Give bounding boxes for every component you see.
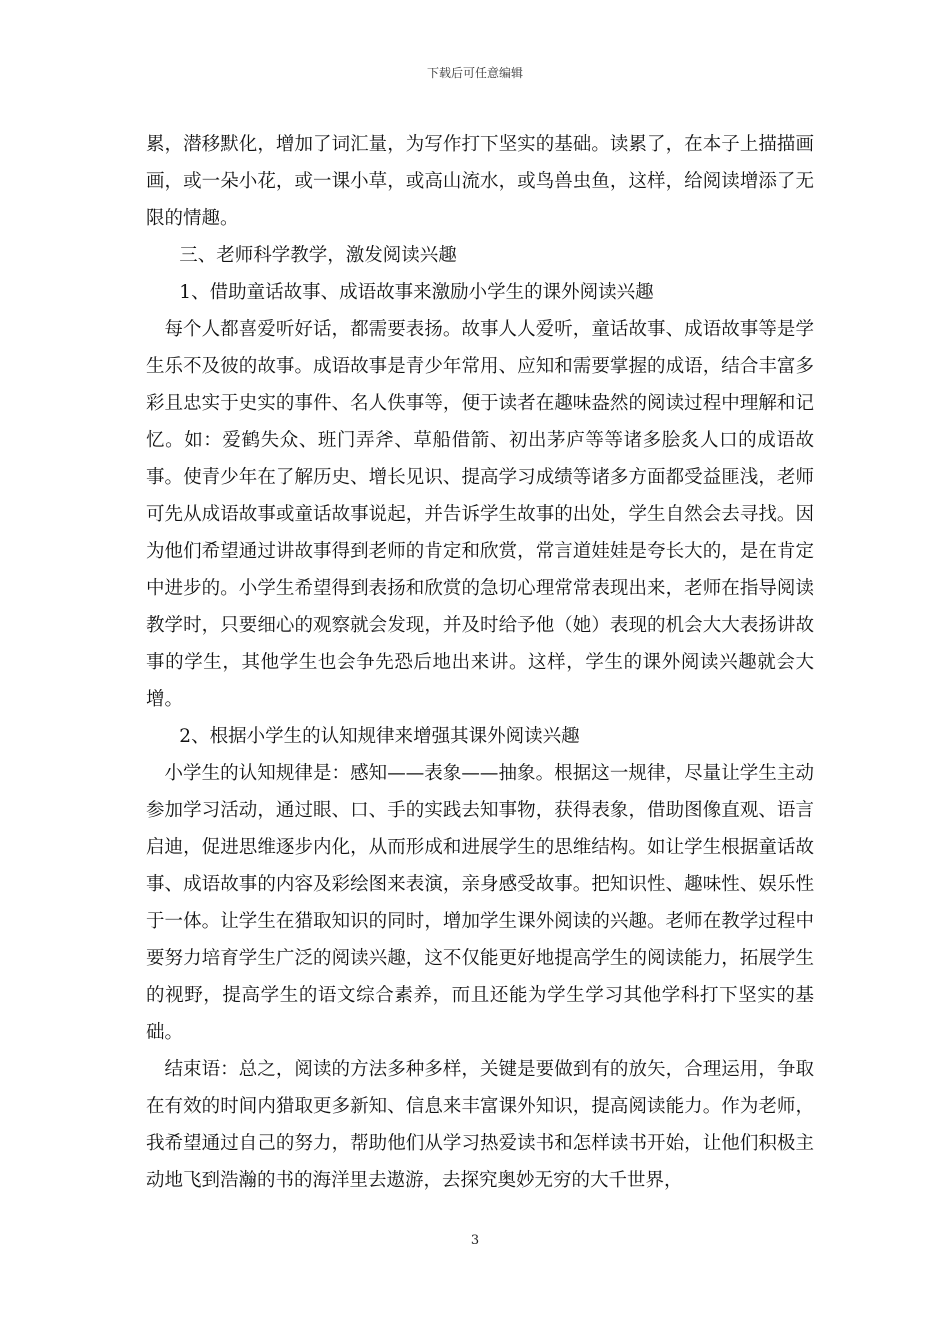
document-body [146, 126, 814, 1199]
paragraph-continued: 累，潜移默化，增加了词汇量，为写作打下坚实的基础。读累了，在本子上描描画画，或一朵小花，或一课小草，或高山流水，或鸟兽虫鱼，这样，给阅读增添了无限的情趣。 [146, 134, 814, 229]
paragraph-storytelling: 每个人都喜爱听好话，都需要表扬。故事人人爱听，童话故事、成语故事等是学生乐不及彼的故事。成语故事是青少年常用、应知和需要掌握的成语，结合丰富多彩且忠实于史实的事件、名人佚事等，便于读者在趣味盎然的阅读过程中理解和记忆。如：爱鹤失众、班门弄斧、草船借箭、初出茅庐等等诸多脍炙人口的成语故事。使青少年在了解历史、增长见识、提高学习成绩等诸多方面都受益匪浅，老师可先从成语故事或童话故事说起，并告诉学生故事的出处，学生自然会去寻找。因为他们希望通过讲故事得到老师的肯定和欣赏，常言道娃娃是夸长大的，是在肯定中进步的。小学生希望得到表扬和欣赏的急切心理常常表现出来，老师在指导阅读教学时，只要细心的观察就会发现，并及时给予他（她）表现的机会大大表扬讲故事的学生，其他学生也会争先恐后地出来讲。这样，学生的课外阅读兴趣就会大增。 [146, 319, 814, 710]
page-header: 下载后可任意编辑 [426, 66, 523, 80]
subsection-heading-2: 2、根据小学生的认知规律来增强其课外阅读兴趣 [179, 726, 580, 747]
page-number: 3 [470, 1233, 480, 1248]
section-heading: 三、老师科学教学，激发阅读兴趣 [179, 245, 457, 266]
subsection-heading-1: 1、借助童话故事、成语故事来激励小学生的课外阅读兴趣 [179, 282, 654, 303]
paragraph-cognition: 小学生的认知规律是：感知——表象——抽象。根据这一规律，尽量让学生主动参加学习活动，通过眼、口、手的实践去知事物，获得表象，借助图像直观、语言启迪，促进思维逐步内化，从而形成和进展学生的思维结构。如让学生根据童话故事、成语故事的内容及彩绘图来表演，亲身感受故事。把知识性、趣味性、娱乐性于一体。让学生在猎取知识的同时，增加学生课外阅读的兴趣。老师在教学过程中要努力培育学生广泛的阅读兴趣，这不仅能更好地提高学生的阅读能力，拓展学生的视野，提高学生的语文综合素养，而且还能为学生学习其他学科打下坚实的基础。 [146, 763, 814, 1043]
paragraph-conclusion: 结束语：总之，阅读的方法多种多样，关键是要做到有的放矢，合理运用，争取在有效的时间内猎取更多新知、信息来丰富课外知识，提高阅读能力。作为老师，我希望通过自己的努力，帮助他们从学习热爱读书和怎样读书开始，让他们积极主动地飞到浩瀚的书的海洋里去遨游，去探究奥妙无穷的大千世界， [146, 1059, 814, 1191]
